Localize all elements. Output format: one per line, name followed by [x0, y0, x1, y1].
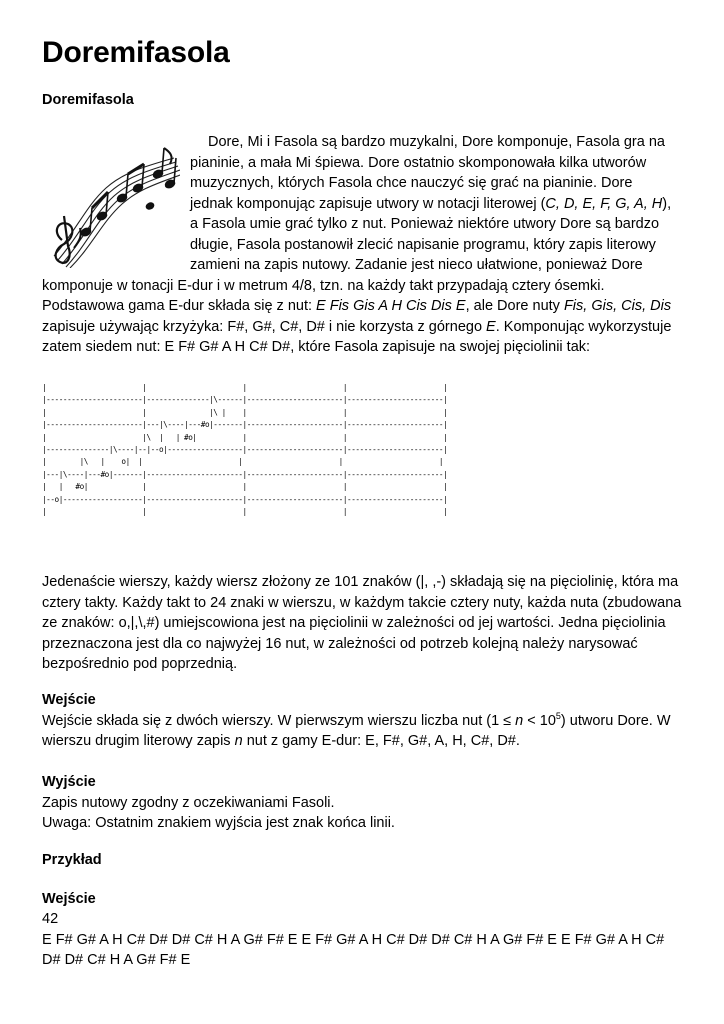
example-heading: Przykład — [42, 852, 102, 868]
intro-text-3: , ale Dore nuty — [465, 298, 564, 314]
exponent: 5 — [555, 710, 561, 721]
input-text-c: ) utworu Dore. W wierszu drugim literowy zapis — [42, 712, 671, 749]
description-section — [42, 572, 682, 675]
e-major-scale: E Fis Gis A H Cis Dis E — [316, 298, 466, 314]
intro-section — [42, 132, 674, 358]
example-count: 42 — [42, 911, 59, 927]
input-text-b: < 10 — [523, 712, 556, 729]
notation-letters: C, D, E, F, G, A, H — [545, 195, 663, 212]
intro-text-5: . Komponując wykorzystuje zatem siedem nut: E F# G# A H C# D#, które Fasola zapisuje na swojej pięciolinii tak: — [42, 318, 672, 355]
input-text-d: nut z gamy E-dur: E, F#, G#, A, H, C#, D#. — [242, 733, 520, 749]
input-section — [42, 690, 682, 752]
input-text-a: Wejście składa się z dwóch wierszy. W pierwszym wierszu liczba nut (1 ≤ — [42, 712, 516, 729]
intro-text-1: Dore, Mi i Fasola są bardzo muzykalni, Dore komponuje, Fasola gra na pianinie, a mała Mi śpiewa. Dore ostatnio skomponowała kilka utworów muzycznych, których Fasola chce nauczyć się grać na pianinie. Dore jednak komponując zapisuje utwory w notacji literowej ( — [190, 134, 665, 212]
var-n-2: n — [234, 733, 243, 749]
input-description — [42, 711, 682, 752]
output-line-1: Zapis nutowy zgodny z oczekiwaniami Fasoli. — [42, 794, 335, 811]
example-notes: E F# G# A H C# D# D# C# H A G# F# E E F# G# A H C# D# D# C# H A G# F# E E F# G# A H C# D# D# C# H A G# F# E — [42, 931, 665, 968]
example-section — [42, 850, 682, 971]
section-subtitle: Doremifasola — [42, 92, 134, 108]
sharp-notes: Fis, Gis, Cis, Dis — [563, 298, 672, 314]
page-title: Doremifasola — [42, 36, 230, 69]
output-section — [42, 772, 682, 834]
description-paragraph: Jedenaście wierszy, każdy wiersz złożony ze 101 znaków (|, ,-) składają się na pięciolinię, która ma cztery takty. Każdy takt to 24 znaki w wierszu, w każdym takcie cztery nuty, każda nuta (zbudowana ze znaków: o,|,\,#) umiejscowiona jest na pięciolinii w zależności od jej wartości. Jedna pięciolinia przeznaczona jest dla co najwyżej 16 nut, w zależności od potrzeb kolejną należy narysować bezpośrednio pod poprzednią. — [42, 574, 682, 672]
music-notes-image — [46, 136, 180, 268]
staff-lines: | | | | | |-----------------------|---------------|\------|-----------------------|-----------------------| | | |\ | | | | |-----------------------|---|\----|---#o|-------|-----------------------|-----------------------| | |\ | | #o| | | | |---------------|\----|--|--o|------------------|-----------------------|-----------------------| | |\ | o| | | | | |---|\----|---#o|-------|-----------------------|-----------------------|-----------------------| | | #o| | | | | |--o|-------------------|-----------------------|-----------------------|-----------------------| | | | | | — [42, 383, 448, 517]
example-input-heading: Wejście — [42, 890, 96, 907]
ascii-staff — [42, 382, 448, 558]
upper-e: E — [486, 318, 496, 335]
intro-text-4: zapisuje używając krzyżyka: F#, G#, C#, D# i nie korzysta z górnego — [42, 318, 487, 335]
var-n: n — [515, 712, 524, 729]
output-heading: Wyjście — [42, 774, 96, 790]
input-heading: Wejście — [42, 692, 96, 708]
output-line-2: Uwaga: Ostatnim znakiem wyjścia jest znak końca linii. — [42, 815, 395, 831]
intro-text-2: ), a Fasola umie grać tylko z nut. Ponieważ niektóre utwory Dore są bardzo długie, Fasola postanowił zlecić napisanie programu, który zapis literowy zamieni na zapis nutowy. Zadanie jest nieco ułatwione, ponieważ Dore komponuje w tonacji E-dur i w metrum 4/8, tzn. na każdy takt przypadają cztery ósemki. Podstawowa gama E-dur składa się z nut: — [42, 195, 672, 314]
